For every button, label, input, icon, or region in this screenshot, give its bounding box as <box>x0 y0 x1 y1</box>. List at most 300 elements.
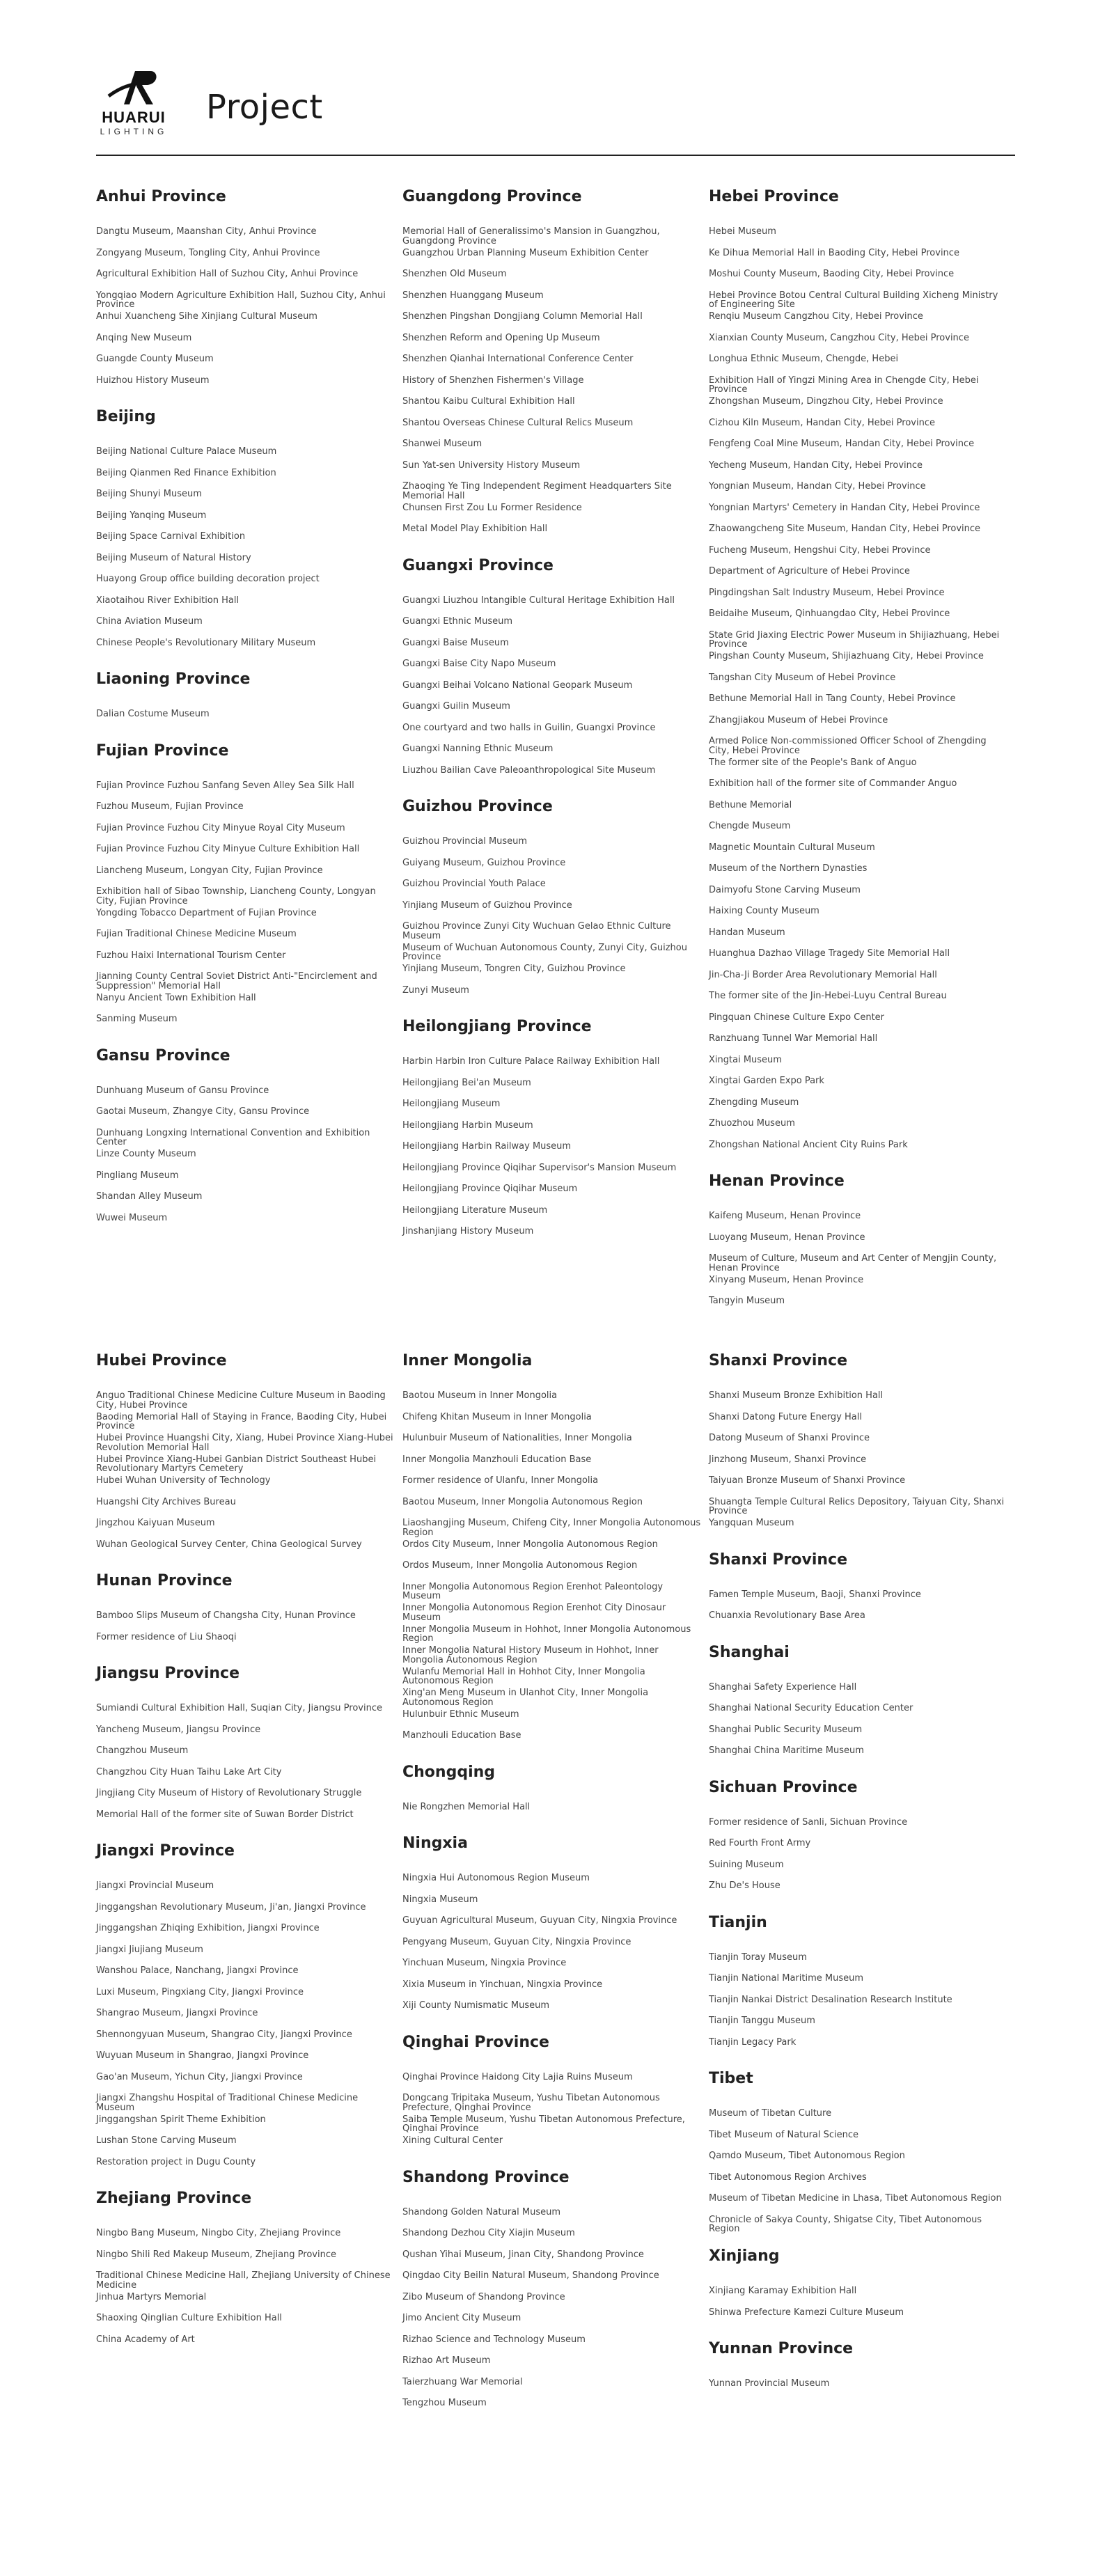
region-title: Zhejiang Province <box>96 2190 252 2207</box>
project-item: Shangrao Museum, Jiangxi Province <box>96 2008 258 2018</box>
project-item: Xining Cultural Center <box>402 2135 503 2146</box>
page-header <box>96 68 1015 152</box>
project-item: Xiaotaihou River Exhibition Hall <box>96 595 240 606</box>
project-item: Liaoshangjing Museum, Chifeng City, Inner Mongolia Autonomous Region <box>402 1518 701 1538</box>
project-item: Sun Yat-sen University History Museum <box>402 460 581 471</box>
project-item: Shenzhen Reform and Opening Up Museum <box>402 332 600 343</box>
project-list <box>96 1611 395 1654</box>
region-group-chongqing <box>402 1762 702 1824</box>
project-item: Fucheng Museum, Hengshui City, Hebei Province <box>709 544 931 556</box>
project-item: Wulanfu Memorial Hall in Hohhot City, Inner Mongolia Autonomous Region <box>402 1666 645 1686</box>
project-item: The former site of the Jin-Hebei-Luyu Central Bureau <box>709 991 947 1001</box>
project-list <box>402 227 702 546</box>
project-item: Sumiandi Cultural Exhibition Hall, Suqian City, Jiangsu Province <box>96 1703 382 1713</box>
project-item: Former residence of Liu Shaoqi <box>96 1631 237 1642</box>
project-item: Hubei Province Xiang-Hubei Ganbian District Southeast Hubei Revolutionary Martyrs Cemetery <box>96 1454 377 1474</box>
project-item: Yongqiao Modern Agriculture Exhibition Hall, Suzhou City, Anhui Province <box>96 290 386 310</box>
project-item: Xiji County Numismatic Museum <box>402 2000 550 2011</box>
project-item: Xinyang Museum, Henan Province <box>709 1274 864 1285</box>
project-item: Baotou Museum, Inner Mongolia Autonomous Region <box>402 1496 643 1507</box>
project-item: Zhu De's House <box>709 1880 780 1891</box>
project-item: Pingshan County Museum, Shijiazhuang City, Hebei Province <box>709 651 984 661</box>
project-item: Chengde Museum <box>709 821 791 831</box>
project-item: Guizhou Province Zunyi City Wuchuan Gelao Ethnic Culture Museum <box>402 921 671 941</box>
project-list <box>709 1818 1008 1903</box>
project-item: Manzhouli Education Base <box>402 1730 521 1741</box>
project-item: Longhua Ethnic Museum, Chengde, Hebei <box>709 354 899 364</box>
region-title: Liaoning Province <box>96 670 251 688</box>
project-item: Bethune Memorial Hall in Tang County, Hebei Province <box>709 693 956 704</box>
project-item: Guizhou Provincial Youth Palace <box>402 879 546 889</box>
project-item: Shenzhen Pingshan Dongjiang Column Memorial Hall <box>402 311 643 322</box>
project-item: Anhui Xuancheng Sihe Xinjiang Cultural Museum <box>96 311 317 322</box>
project-item: Xingtai Museum <box>709 1054 782 1065</box>
project-item: Changzhou City Huan Taihu Lake Art City <box>96 1766 282 1777</box>
project-item: Shenzhen Qianhai International Conference Center <box>402 354 634 364</box>
project-item: Baoding Memorial Hall of Staying in France, Baoding City, Hubei Province <box>96 1411 387 1431</box>
project-item: Guangxi Baise Museum <box>402 637 509 648</box>
project-list <box>402 837 702 1007</box>
project-item: Sanming Museum <box>96 1014 178 1024</box>
logo-wordmark: HUARUI <box>102 109 166 126</box>
project-item: Lushan Stone Carving Museum <box>96 2135 237 2146</box>
project-item: Hubei Province Huangshi City, Xiang, Hubei Province Xiang-Hubei Revolution Memorial Hall <box>96 1433 393 1453</box>
project-item: Tengzhou Museum <box>402 2398 487 2408</box>
project-item: Datong Museum of Shanxi Province <box>709 1433 870 1443</box>
project-list <box>709 1211 1008 1318</box>
region-group-gansu-province <box>96 1046 395 1235</box>
project-item: Guangxi Ethnic Museum <box>402 616 513 627</box>
project-item: Chifeng Khitan Museum in Inner Mongolia <box>402 1411 592 1422</box>
region-group-zhejiang-province <box>96 2188 395 2356</box>
project-item: Changzhou Museum <box>96 1745 189 1756</box>
region-group-hebei-province <box>709 187 1008 1161</box>
project-item: Zhuozhou Museum <box>709 1118 795 1129</box>
region-group-guangxi-province <box>402 556 702 787</box>
project-item: Zhaoqing Ye Ting Independent Regiment Headquarters Site Memorial Hall <box>402 481 672 501</box>
project-item: The former site of the People's Bank of Anguo <box>709 757 917 768</box>
project-item: Wuhan Geological Survey Center, China Geological Survey <box>96 1539 362 1550</box>
project-item: Agricultural Exhibition Hall of Suzhou City, Anhui Province <box>96 269 359 279</box>
project-item: Yinjiang Museum of Guizhou Province <box>402 900 572 911</box>
header-divider <box>96 155 1015 156</box>
project-item: Chinese People's Revolutionary Military Museum <box>96 637 316 648</box>
project-list <box>709 2379 1008 2401</box>
project-list <box>402 1803 702 1824</box>
project-list <box>402 1391 702 1752</box>
project-item: Wanshou Palace, Nanchang, Jiangxi Province <box>96 1965 299 1976</box>
project-item: Wuyuan Museum in Shangrao, Jiangxi Province <box>96 2050 309 2061</box>
project-item: Harbin Harbin Iron Culture Palace Railway Exhibition Hall <box>402 1056 660 1067</box>
project-item: Shanwei Museum <box>402 439 483 449</box>
project-item: Tibet Autonomous Region Archives <box>709 2171 867 2183</box>
region-title: Beijing <box>96 408 156 425</box>
project-list <box>709 1391 1008 1540</box>
project-item: Bethune Memorial <box>709 799 792 810</box>
region-group-yunnan-province <box>709 2339 1008 2401</box>
project-item: Museum of the Northern Dynasties <box>709 863 868 874</box>
project-item: Chuanxia Revolutionary Base Area <box>709 1610 865 1621</box>
project-item: Shanghai Public Security Museum <box>709 1724 863 1735</box>
project-item: Heilongjiang Museum <box>402 1099 501 1109</box>
project-item: Zhengding Museum <box>709 1097 799 1108</box>
project-item: Jiangxi Provincial Museum <box>96 1880 214 1891</box>
project-item: Taierzhuang War Memorial <box>402 2376 523 2387</box>
region-title: Jiangsu Province <box>96 1665 240 1682</box>
region-title: Qinghai Province <box>402 2033 549 2051</box>
project-item: Tangyin Museum <box>709 1296 785 1306</box>
region-group-shanghai <box>709 1642 1008 1768</box>
project-item: Liuzhou Bailian Cave Paleoanthropological Site Museum <box>402 764 656 776</box>
project-item: Nanyu Ancient Town Exhibition Hall <box>96 992 256 1003</box>
project-list <box>402 2073 702 2158</box>
project-list <box>402 1874 702 2023</box>
project-item: History of Shenzhen Fishermen's Village <box>402 375 584 386</box>
project-item: Pingliang Museum <box>96 1170 179 1181</box>
project-item: Shaoxing Qinglian Culture Exhibition Hall <box>96 2313 282 2323</box>
project-item: Chunsen First Zou Lu Former Residence <box>402 502 582 513</box>
project-item: Fujian Province Fuzhou City Minyue Culture Exhibition Hall <box>96 844 360 854</box>
project-item: Cizhou Kiln Museum, Handan City, Hebei Province <box>709 417 935 428</box>
project-item: Shuangta Temple Cultural Relics Depository, Taiyuan City, Shanxi Province <box>709 1496 1005 1516</box>
region-group-guangdong-province <box>402 187 702 546</box>
project-item: Beijing Shunyi Museum <box>96 489 202 499</box>
region-title: Sichuan Province <box>709 1778 858 1796</box>
project-item: Guangxi Nanning Ethnic Museum <box>402 744 554 754</box>
project-item: Xing'an Meng Museum in Ulanhot City, Inner Mongolia Autonomous Region <box>402 1688 649 1708</box>
project-item: Guangxi Liuzhou Intangible Cultural Heritage Exhibition Hall <box>402 595 675 606</box>
project-item: Pengyang Museum, Guyuan City, Ningxia Province <box>402 1936 631 1947</box>
project-item: Jinzhong Museum, Shanxi Province <box>709 1454 867 1465</box>
project-item: Yongnian Museum, Handan City, Hebei Province <box>709 481 926 492</box>
project-item: Linze County Museum <box>96 1149 196 1159</box>
region-title: Guangxi Province <box>402 556 554 574</box>
project-item: Jinggangshan Spirit Theme Exhibition <box>96 2114 266 2125</box>
project-item: Luxi Museum, Pingxiang City, Jiangxi Province <box>96 1986 304 1997</box>
project-item: Huangshi City Archives Bureau <box>96 1496 236 1507</box>
project-item: Nie Rongzhen Memorial Hall <box>402 1801 531 1812</box>
project-item: Traditional Chinese Medicine Hall, Zhejiang University of Chinese Medicine <box>96 2270 391 2291</box>
project-item: Shinwa Prefecture Kamezi Culture Museum <box>709 2307 904 2318</box>
region-group-tibet <box>709 2068 1008 2236</box>
project-item: Daimyofu Stone Carving Museum <box>709 884 861 895</box>
project-item: Pingquan Chinese Culture Expo Center <box>709 1012 885 1023</box>
project-item: Moshui County Museum, Baoding City, Hebei Province <box>709 269 955 279</box>
project-item: Guyuan Agricultural Museum, Guyuan City, Ningxia Province <box>402 1915 677 1926</box>
project-item: Heilongjiang Harbin Railway Museum <box>402 1141 572 1152</box>
project-list <box>96 1704 395 1831</box>
project-item: Anqing New Museum <box>96 332 192 343</box>
project-item: Xixia Museum in Yinchuan, Ningxia Province <box>402 1979 603 1990</box>
project-item: Beijing Qianmen Red Finance Exhibition <box>96 467 276 478</box>
project-item: Kaifeng Museum, Henan Province <box>709 1211 861 1221</box>
project-item: Gaotai Museum, Zhangye City, Gansu Province <box>96 1106 310 1117</box>
project-item: Memorial Hall of Generalissimo's Mansion in Guangzhou, Guangdong Province <box>402 226 660 246</box>
project-item: Zibo Museum of Shandong Province <box>402 2291 565 2302</box>
project-item: Huayong Group office building decoration project <box>96 574 320 584</box>
project-column <box>96 1351 395 2366</box>
project-item: Shandong Dezhou City Xiajin Museum <box>402 2228 575 2238</box>
region-group-qinghai-province <box>402 2032 702 2158</box>
region-group-fujian-province <box>96 741 395 1036</box>
region-title: Chongqing <box>402 1763 496 1781</box>
project-item: Tibet Museum of Natural Science <box>709 2129 859 2140</box>
region-group-shandong-province <box>402 2167 702 2420</box>
region-title: Heilongjiang Province <box>402 1018 592 1035</box>
project-item: Exhibition hall of the former site of Commander Anguo <box>709 778 957 789</box>
project-item: Tianjin Legacy Park <box>709 2036 797 2048</box>
project-item: Pingdingshan Salt Industry Museum, Hebei Province <box>709 587 945 598</box>
project-item: Baotou Museum in Inner Mongolia <box>402 1390 558 1401</box>
project-item: Qinghai Province Haidong City Lajia Ruins Museum <box>402 2071 633 2082</box>
project-item: Zhaowangcheng Site Museum, Handan City, Hebei Province <box>709 524 981 534</box>
project-item: Guangxi Guilin Museum <box>402 701 510 712</box>
project-item: Xingtai Garden Expo Park <box>709 1076 824 1086</box>
project-item: Taiyuan Bronze Museum of Shanxi Province <box>709 1475 906 1486</box>
project-item: Ningxia Museum <box>402 1894 478 1905</box>
project-item: Fuzhou Haixi International Tourism Center <box>96 950 286 961</box>
project-item: Renqiu Museum Cangzhou City, Hebei Province <box>709 311 923 322</box>
project-item: Yinchuan Museum, Ningxia Province <box>402 1958 567 1968</box>
page-title: Project <box>206 88 323 127</box>
project-item: Inner Mongolia Manzhouli Education Base <box>402 1454 592 1465</box>
project-item: Department of Agriculture of Hebei Province <box>709 566 910 576</box>
project-item: Ningxia Hui Autonomous Region Museum <box>402 1873 590 1883</box>
project-item: Qushan Yihai Museum, Jinan City, Shandong Province <box>402 2249 644 2260</box>
region-group-hunan-province <box>96 1571 395 1654</box>
project-item: Shanxi Museum Bronze Exhibition Hall <box>709 1390 884 1401</box>
project-item: Ningbo Shili Red Makeup Museum, Zhejiang Province <box>96 2249 336 2260</box>
project-item: Fuzhou Museum, Fujian Province <box>96 801 244 812</box>
project-item: Yangquan Museum <box>709 1518 794 1528</box>
project-item: Metal Model Play Exhibition Hall <box>402 524 548 534</box>
project-item: Tianjin Toray Museum <box>709 1951 807 1963</box>
region-title: Hunan Province <box>96 1572 233 1589</box>
region-title: Tianjin <box>709 1913 767 1931</box>
project-list <box>96 709 395 731</box>
region-group-jiangsu-province <box>96 1663 395 1831</box>
project-item: Heilongjiang Province Qiqihar Supervisor's Mansion Museum <box>402 1162 677 1173</box>
project-list <box>402 1057 702 1248</box>
project-item: Inner Mongolia Autonomous Region Erenhot City Dinosaur Museum <box>402 1603 666 1623</box>
project-item: Beijing Museum of Natural History <box>96 552 251 563</box>
region-title: Shanxi Province <box>709 1550 847 1569</box>
project-column <box>402 1351 702 2430</box>
project-item: Shantou Overseas Chinese Cultural Relics Museum <box>402 417 634 428</box>
project-item: Qamdo Museum, Tibet Autonomous Region <box>709 2151 905 2161</box>
project-item: Museum of Wuchuan Autonomous County, Zunyi City, Guizhou Province <box>402 942 687 962</box>
project-item: Former residence of Sanli, Sichuan Province <box>709 1816 908 1828</box>
region-group-liaoning-province <box>96 669 395 731</box>
region-title: Shanghai <box>709 1643 790 1661</box>
project-item: Hebei Museum <box>709 226 776 237</box>
project-item: Dunhuang Museum of Gansu Province <box>96 1085 269 1096</box>
project-item: Tianjin Tanggu Museum <box>709 2016 815 2026</box>
project-item: Red Fourth Front Army <box>709 1838 811 1848</box>
project-item: Inner Mongolia Natural History Museum in Hohhot, Inner Mongolia Autonomous Region <box>402 1645 659 1665</box>
project-item: Xinjiang Karamay Exhibition Hall <box>709 2286 857 2296</box>
project-item: Shanghai National Security Education Center <box>709 1703 913 1713</box>
project-item: Guangde County Museum <box>96 354 214 364</box>
project-item: China Aviation Museum <box>96 616 203 627</box>
project-item: Inner Mongolia Museum in Hohhot, Inner Mongolia Autonomous Region <box>402 1624 691 1644</box>
project-item: Jinggangshan Revolutionary Museum, Ji'an, Jiangxi Province <box>96 1901 366 1913</box>
region-title: Anhui Province <box>96 188 226 205</box>
region-title: Guangdong Province <box>402 188 582 205</box>
region-title: Yunnan Province <box>709 2340 854 2357</box>
project-item: One courtyard and two halls in Guilin, Guangxi Province <box>402 722 656 733</box>
project-item: Ke Dihua Memorial Hall in Baoding City, Hebei Province <box>709 247 959 258</box>
project-item: Anguo Traditional Chinese Medicine Culture Museum in Baoding City, Hubei Province <box>96 1390 386 1411</box>
region-title: Tibet <box>709 2070 753 2087</box>
project-item: Hebei Province Botou Central Cultural Building Xicheng Ministry of Engineering Site <box>709 290 998 310</box>
project-item: Yinjiang Museum, Tongren City, Guizhou Province <box>402 964 626 974</box>
project-item: Suining Museum <box>709 1859 784 1870</box>
region-group-henan-province <box>709 1171 1008 1318</box>
project-item: Shanghai Safety Experience Hall <box>709 1681 857 1693</box>
region-group-tianjin <box>709 1913 1008 2059</box>
project-item: Inner Mongolia Autonomous Region Erenhot Paleontology Museum <box>402 1581 664 1601</box>
region-title: Fujian Province <box>96 741 229 760</box>
project-item: Shennongyuan Museum, Shangrao City, Jiangxi Province <box>96 2029 352 2040</box>
project-item: Heilongjiang Bei'an Museum <box>402 1077 531 1088</box>
project-item: Rizhao Art Museum <box>402 2355 491 2366</box>
project-item: Fengfeng Coal Mine Museum, Handan City, Hebei Province <box>709 439 975 449</box>
project-item: Bamboo Slips Museum of Changsha City, Hunan Province <box>96 1610 356 1621</box>
project-list <box>709 1683 1008 1768</box>
project-item: Handan Museum <box>709 927 785 938</box>
region-group-shanxi-province <box>709 1550 1008 1633</box>
project-column <box>402 187 702 1258</box>
project-item: Exhibition Hall of Yingzi Mining Area in Chengde City, Hebei Province <box>709 375 979 395</box>
region-title: Henan Province <box>709 1172 845 1190</box>
project-list <box>96 1391 395 1561</box>
project-item: Heilongjiang Province Qiqihar Museum <box>402 1184 578 1194</box>
project-list <box>709 227 1008 1161</box>
region-title: Shandong Province <box>402 2168 570 2186</box>
logo-tagline: LIGHTING <box>100 127 168 136</box>
project-item: Tianjin Nankai District Desalination Research Institute <box>709 1994 952 2005</box>
region-group-xinjiang <box>709 2246 1008 2329</box>
project-item: Zunyi Museum <box>402 984 469 996</box>
project-item: Ranzhuang Tunnel War Memorial Hall <box>709 1033 878 1044</box>
region-group-heilongjiang-province <box>402 1016 702 1248</box>
project-item: Xianxian County Museum, Cangzhou City, Hebei Province <box>709 332 969 343</box>
project-item: Tianjin National Maritime Museum <box>709 1973 864 1984</box>
region-group-shanxi-province <box>709 1351 1008 1540</box>
project-item: Fujian Province Fuzhou Sanfang Seven Alley Sea Silk Hall <box>96 780 354 791</box>
project-item: Guangzhou Urban Planning Museum Exhibition Center <box>402 247 649 258</box>
region-group-beijing <box>96 407 395 659</box>
project-item: Magnetic Mountain Cultural Museum <box>709 842 875 853</box>
project-list <box>96 227 395 397</box>
project-item: Exhibition hall of Sibao Township, Liancheng County, Longyan City, Fujian Province <box>96 886 376 906</box>
project-item: China Academy of Art <box>96 2334 195 2345</box>
region-title: Shanxi Province <box>709 1352 847 1369</box>
region-group-jiangxi-province <box>96 1841 395 2178</box>
region-group-inner-mongolia <box>402 1351 702 1752</box>
project-item: Liancheng Museum, Longyan City, Fujian Province <box>96 865 323 876</box>
project-item: Heilongjiang Literature Museum <box>402 1204 548 1216</box>
project-item: Yongnian Martyrs' Cemetery in Handan City, Hebei Province <box>709 502 980 513</box>
project-item: Former residence of Ulanfu, Inner Mongolia <box>402 1475 599 1486</box>
project-item: Rizhao Science and Technology Museum <box>402 2334 586 2345</box>
project-item: Jinshanjiang History Museum <box>402 1226 534 1236</box>
project-item: Fujian Traditional Chinese Medicine Museum <box>96 929 297 939</box>
project-item: Beijing Space Carnival Exhibition <box>96 531 246 542</box>
project-item: Guizhou Provincial Museum <box>402 836 528 847</box>
project-item: Yongding Tobacco Department of Fujian Province <box>96 907 317 918</box>
project-column <box>96 187 395 1244</box>
project-item: Guiyang Museum, Guizhou Province <box>402 857 566 868</box>
project-item: Huizhou History Museum <box>96 375 210 386</box>
region-title: Hebei Province <box>709 188 839 205</box>
region-title: Jiangxi Province <box>96 1842 235 1860</box>
project-item: Fujian Province Fuzhou City Minyue Royal City Museum <box>96 822 345 833</box>
project-item: Luoyang Museum, Henan Province <box>709 1232 865 1243</box>
project-item: Guangxi Baise City Napo Museum <box>402 659 556 669</box>
region-group-sichuan-province <box>709 1777 1008 1903</box>
project-list <box>709 2109 1008 2236</box>
project-item: Shanxi Datong Future Energy Hall <box>709 1411 862 1422</box>
project-list <box>402 596 702 787</box>
project-item: Zongyang Museum, Tongling City, Anhui Province <box>96 247 320 258</box>
project-item: Hulunbuir Museum of Nationalities, Inner Mongolia <box>402 1433 632 1443</box>
project-item: Jianning County Central Soviet District Anti-"Encirclement and Suppression" Memorial Hall <box>96 971 377 991</box>
project-item: Ordos City Museum, Inner Mongolia Autonomous Region <box>402 1539 658 1550</box>
project-list <box>402 2208 702 2420</box>
project-item: Tangshan City Museum of Hebei Province <box>709 672 896 683</box>
project-item: Hubei Wuhan University of Technology <box>96 1475 271 1486</box>
project-item: State Grid Jiaxing Electric Power Museum in Shijiazhuang, Hebei Province <box>709 629 1000 650</box>
project-column <box>709 1351 1008 2410</box>
project-item: Jiangxi Jiujiang Museum <box>96 1944 203 1955</box>
project-item: Ningbo Bang Museum, Ningbo City, Zhejiang Province <box>96 2228 341 2238</box>
project-list <box>96 1881 395 2178</box>
project-item: Museum of Tibetan Medicine in Lhasa, Tibet Autonomous Region <box>709 2193 1002 2204</box>
project-item: Jingjiang City Museum of History of Revolutionary Struggle <box>96 1788 362 1798</box>
project-item: Wuwei Museum <box>96 1212 168 1223</box>
project-list <box>96 1086 395 1235</box>
region-title: Hubei Province <box>96 1352 227 1369</box>
project-list <box>709 1953 1008 2059</box>
region-title: Xinjiang <box>709 2247 780 2265</box>
project-item: Restoration project in Dugu County <box>96 2156 256 2167</box>
project-item: Dangtu Museum, Maanshan City, Anhui Province <box>96 226 317 237</box>
project-item: Jinggangshan Zhiqing Exhibition, Jiangxi Province <box>96 1923 320 1933</box>
project-item: Dongcang Tripitaka Museum, Yushu Tibetan Autonomous Prefecture, Qinghai Province <box>402 2093 660 2113</box>
project-item: Dalian Costume Museum <box>96 709 210 719</box>
project-list <box>709 2286 1008 2329</box>
project-item: Shenzhen Old Museum <box>402 269 507 279</box>
region-title: Inner Mongolia <box>402 1352 533 1369</box>
region-group-hubei-province <box>96 1351 395 1561</box>
project-item: Saiba Temple Museum, Yushu Tibetan Autonomous Prefecture, Qinghai Province <box>402 2114 685 2134</box>
project-item: Yecheng Museum, Handan City, Hebei Province <box>709 460 923 471</box>
region-title: Guizhou Province <box>402 798 553 815</box>
project-item: Museum of Tibetan Culture <box>709 2108 832 2119</box>
project-item: Memorial Hall of the former site of Suwan Border District <box>96 1809 354 1820</box>
project-item: Hulunbuir Ethnic Museum <box>402 1709 519 1720</box>
project-item: Qingdao City Beilin Natural Museum, Shandong Province <box>402 2270 659 2281</box>
project-item: Beijing National Culture Palace Museum <box>96 446 277 457</box>
project-item: Beidaihe Museum, Qinhuangdao City, Hebei Province <box>709 608 950 619</box>
project-item: Shandan Alley Museum <box>96 1191 203 1202</box>
project-item: Jimo Ancient City Museum <box>402 2313 521 2323</box>
project-item: Ordos Museum, Inner Mongolia Autonomous Region <box>402 1560 638 1571</box>
project-item: Beijing Yanqing Museum <box>96 510 207 521</box>
region-group-anhui-province <box>96 187 395 397</box>
